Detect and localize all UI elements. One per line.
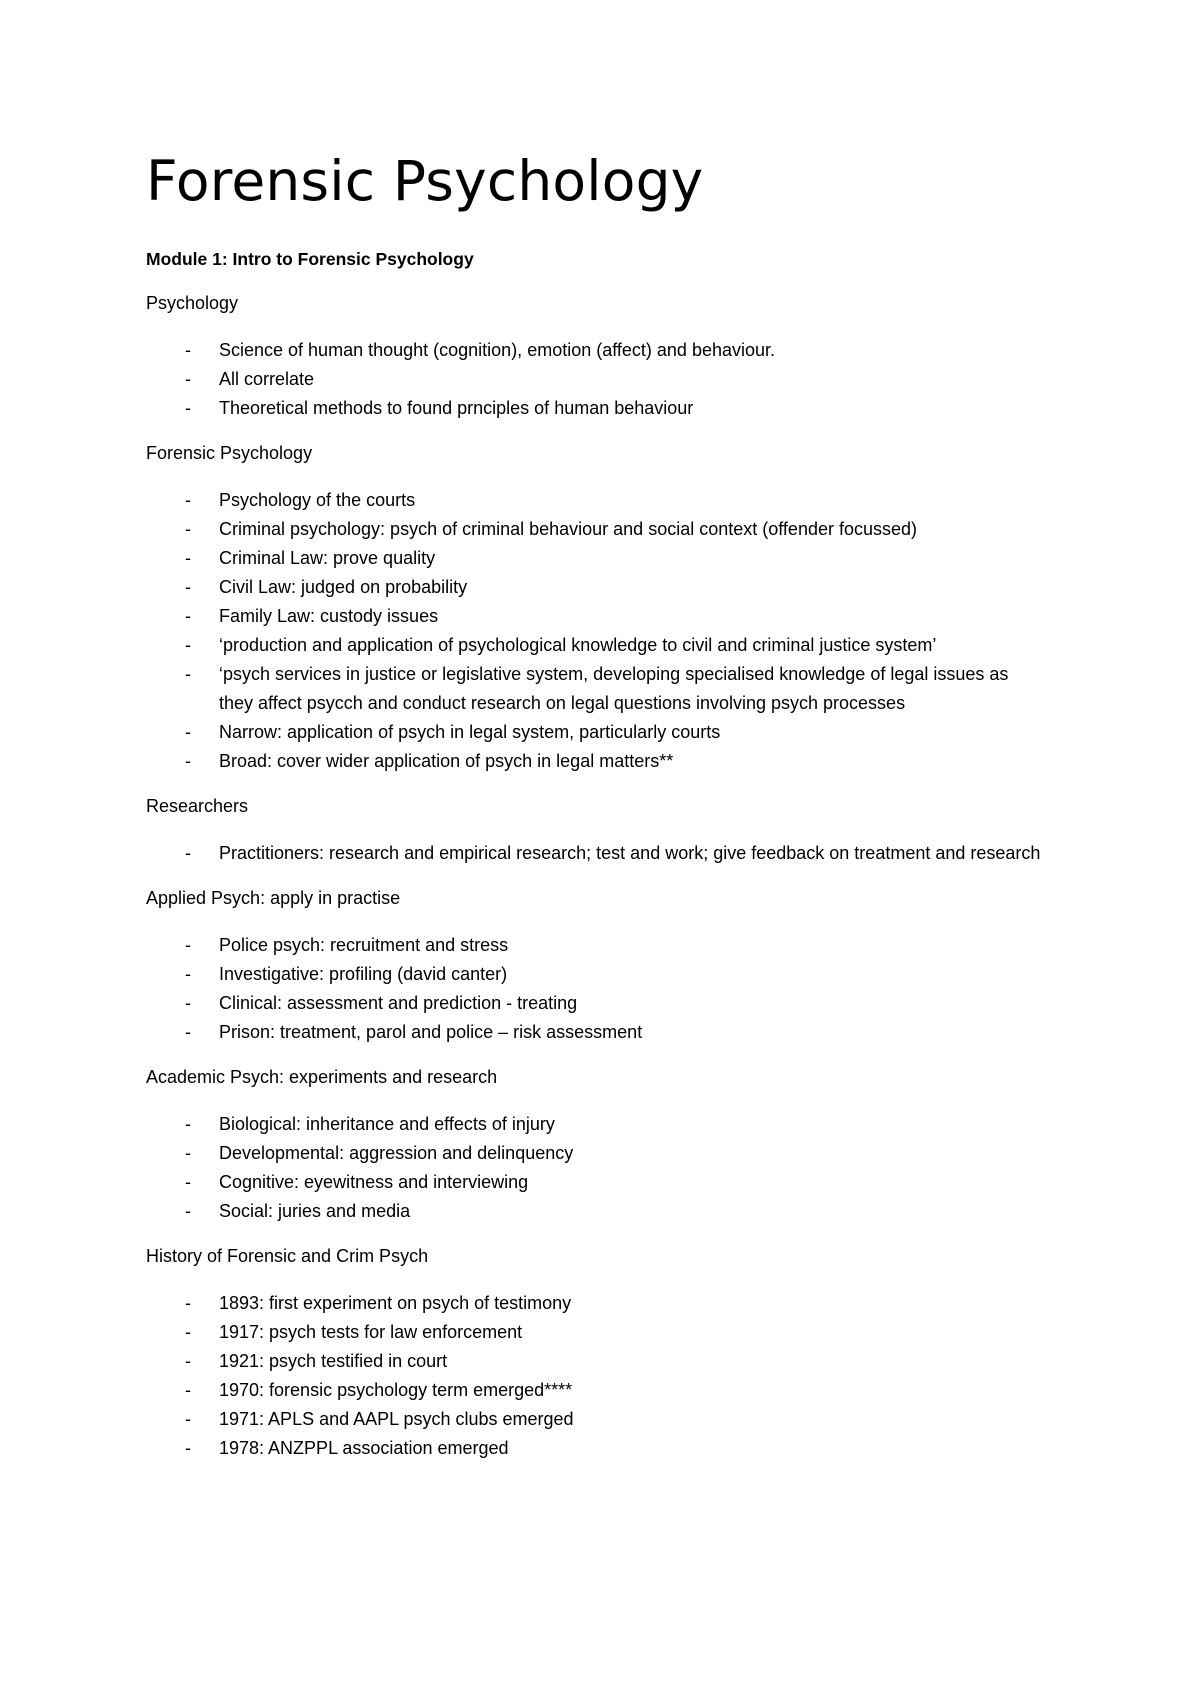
list-item-text: Psychology of the courts [219, 490, 416, 510]
bullet-dash: - [185, 490, 191, 510]
list-item-text: Broad: cover wider application of psych in legal matters** [219, 751, 674, 771]
section [146, 441, 1046, 776]
list-item [146, 1318, 1046, 1347]
list-item [146, 394, 1046, 423]
bullet-dash: - [185, 722, 191, 742]
bullet-dash: - [185, 519, 191, 539]
sections-container [146, 291, 1046, 1463]
section [146, 1065, 1046, 1226]
list-item-text: Theoretical methods to found prnciples of human behaviour [219, 398, 694, 418]
list-item [146, 1018, 1046, 1047]
bullet-dash: - [185, 1143, 191, 1163]
list-item [146, 931, 1046, 960]
list-item-text: Social: juries and media [219, 1201, 411, 1221]
list-item [146, 960, 1046, 989]
bullet-dash: - [185, 1351, 191, 1371]
bullet-dash: - [185, 1409, 191, 1429]
section [146, 291, 1046, 423]
list-item-text: Practitioners: research and empirical research; test and work; give feedback on treatment and research [219, 843, 1041, 863]
list-item-text: Cognitive: eyewitness and interviewing [219, 1172, 529, 1192]
list-item-text: 1893: first experiment on psych of testimony [219, 1293, 572, 1313]
section [146, 794, 1046, 868]
bullet-dash: - [185, 1172, 191, 1192]
list-item-text: Developmental: aggression and delinquency [219, 1143, 574, 1163]
list-item [146, 1347, 1046, 1376]
list-item-text: Narrow: application of psych in legal system, particularly courts [219, 722, 721, 742]
section-heading: Applied Psych: apply in practise [146, 888, 401, 908]
section-heading: Academic Psych: experiments and research [146, 1067, 498, 1087]
list-item-text: 1921: psych testified in court [219, 1351, 448, 1371]
list-item [146, 336, 1046, 365]
list-item [146, 718, 1046, 747]
list-item [146, 1197, 1046, 1226]
list-item-text: Family Law: custody issues [219, 606, 439, 626]
bullet-dash: - [185, 548, 191, 568]
list-item [146, 544, 1046, 573]
bullet-dash: - [185, 369, 191, 389]
section-heading: History of Forensic and Crim Psych [146, 1246, 429, 1266]
list-item [146, 515, 1046, 544]
list-item [146, 573, 1046, 602]
list-item [146, 1168, 1046, 1197]
list-item-text: Criminal Law: prove quality [219, 548, 436, 568]
list-item [146, 989, 1046, 1018]
bullet-list [146, 336, 1046, 423]
list-item [146, 1139, 1046, 1168]
list-item-text: All correlate [219, 369, 315, 389]
bullet-dash: - [185, 398, 191, 418]
list-item [146, 365, 1046, 394]
bullet-dash: - [185, 1201, 191, 1221]
list-item-text: 1917: psych tests for law enforcement [219, 1322, 523, 1342]
list-item-text: Criminal psychology: psych of criminal behaviour and social context (offender focussed) [219, 519, 918, 539]
list-item-text: 1978: ANZPPL association emerged [219, 1438, 509, 1458]
bullet-list [146, 1110, 1046, 1226]
bullet-dash: - [185, 843, 191, 863]
bullet-dash: - [185, 1380, 191, 1400]
bullet-list [146, 931, 1046, 1047]
list-item [146, 1405, 1046, 1434]
bullet-dash: - [185, 751, 191, 771]
bullet-dash: - [185, 340, 191, 360]
list-item-text: 1970: forensic psychology term emerged**** [219, 1380, 573, 1400]
list-item [146, 660, 1046, 718]
list-item-text: Biological: inheritance and effects of injury [219, 1114, 555, 1134]
list-item [146, 1376, 1046, 1405]
bullet-dash: - [185, 1293, 191, 1313]
bullet-list [146, 486, 1046, 776]
module-heading: Module 1: Intro to Forensic Psychology [146, 249, 474, 269]
list-item-text: ‘production and application of psychological knowledge to civil and criminal justice system’ [219, 635, 937, 655]
list-item [146, 1289, 1046, 1318]
bullet-dash: - [185, 1438, 191, 1458]
list-item [146, 1110, 1046, 1139]
bullet-dash: - [185, 577, 191, 597]
bullet-dash: - [185, 935, 191, 955]
list-item [146, 631, 1046, 660]
list-item-text: ‘psych services in justice or legislative system, developing specialised knowledge of legal issues as they affect psycch and conduct research on legal questions involving psych processes [219, 664, 1009, 713]
bullet-dash: - [185, 993, 191, 1013]
list-item-text: Civil Law: judged on probability [219, 577, 468, 597]
bullet-dash: - [185, 606, 191, 626]
list-item [146, 1434, 1046, 1463]
list-item [146, 486, 1046, 515]
list-item-text: Police psych: recruitment and stress [219, 935, 509, 955]
bullet-dash: - [185, 1022, 191, 1042]
bullet-list [146, 839, 1046, 868]
list-item-text: Clinical: assessment and prediction - treating [219, 993, 578, 1013]
section-heading: Researchers [146, 796, 249, 816]
bullet-list [146, 1289, 1046, 1463]
list-item [146, 747, 1046, 776]
list-item-text: 1971: APLS and AAPL psych clubs emerged [219, 1409, 574, 1429]
bullet-dash: - [185, 1114, 191, 1134]
section-heading: Forensic Psychology [146, 443, 313, 463]
list-item [146, 839, 1046, 868]
bullet-dash: - [185, 964, 191, 984]
bullet-dash: - [185, 635, 191, 655]
section [146, 1244, 1046, 1463]
section-heading: Psychology [146, 293, 239, 313]
section [146, 886, 1046, 1047]
list-item-text: Investigative: profiling (david canter) [219, 964, 508, 984]
list-item-text: Science of human thought (cognition), emotion (affect) and behaviour. [219, 340, 776, 360]
list-item [146, 602, 1046, 631]
bullet-dash: - [185, 664, 191, 684]
document-title: Forensic Psychology [146, 149, 704, 213]
list-item-text: Prison: treatment, parol and police – risk assessment [219, 1022, 643, 1042]
document-body [146, 148, 1046, 1481]
bullet-dash: - [185, 1322, 191, 1342]
